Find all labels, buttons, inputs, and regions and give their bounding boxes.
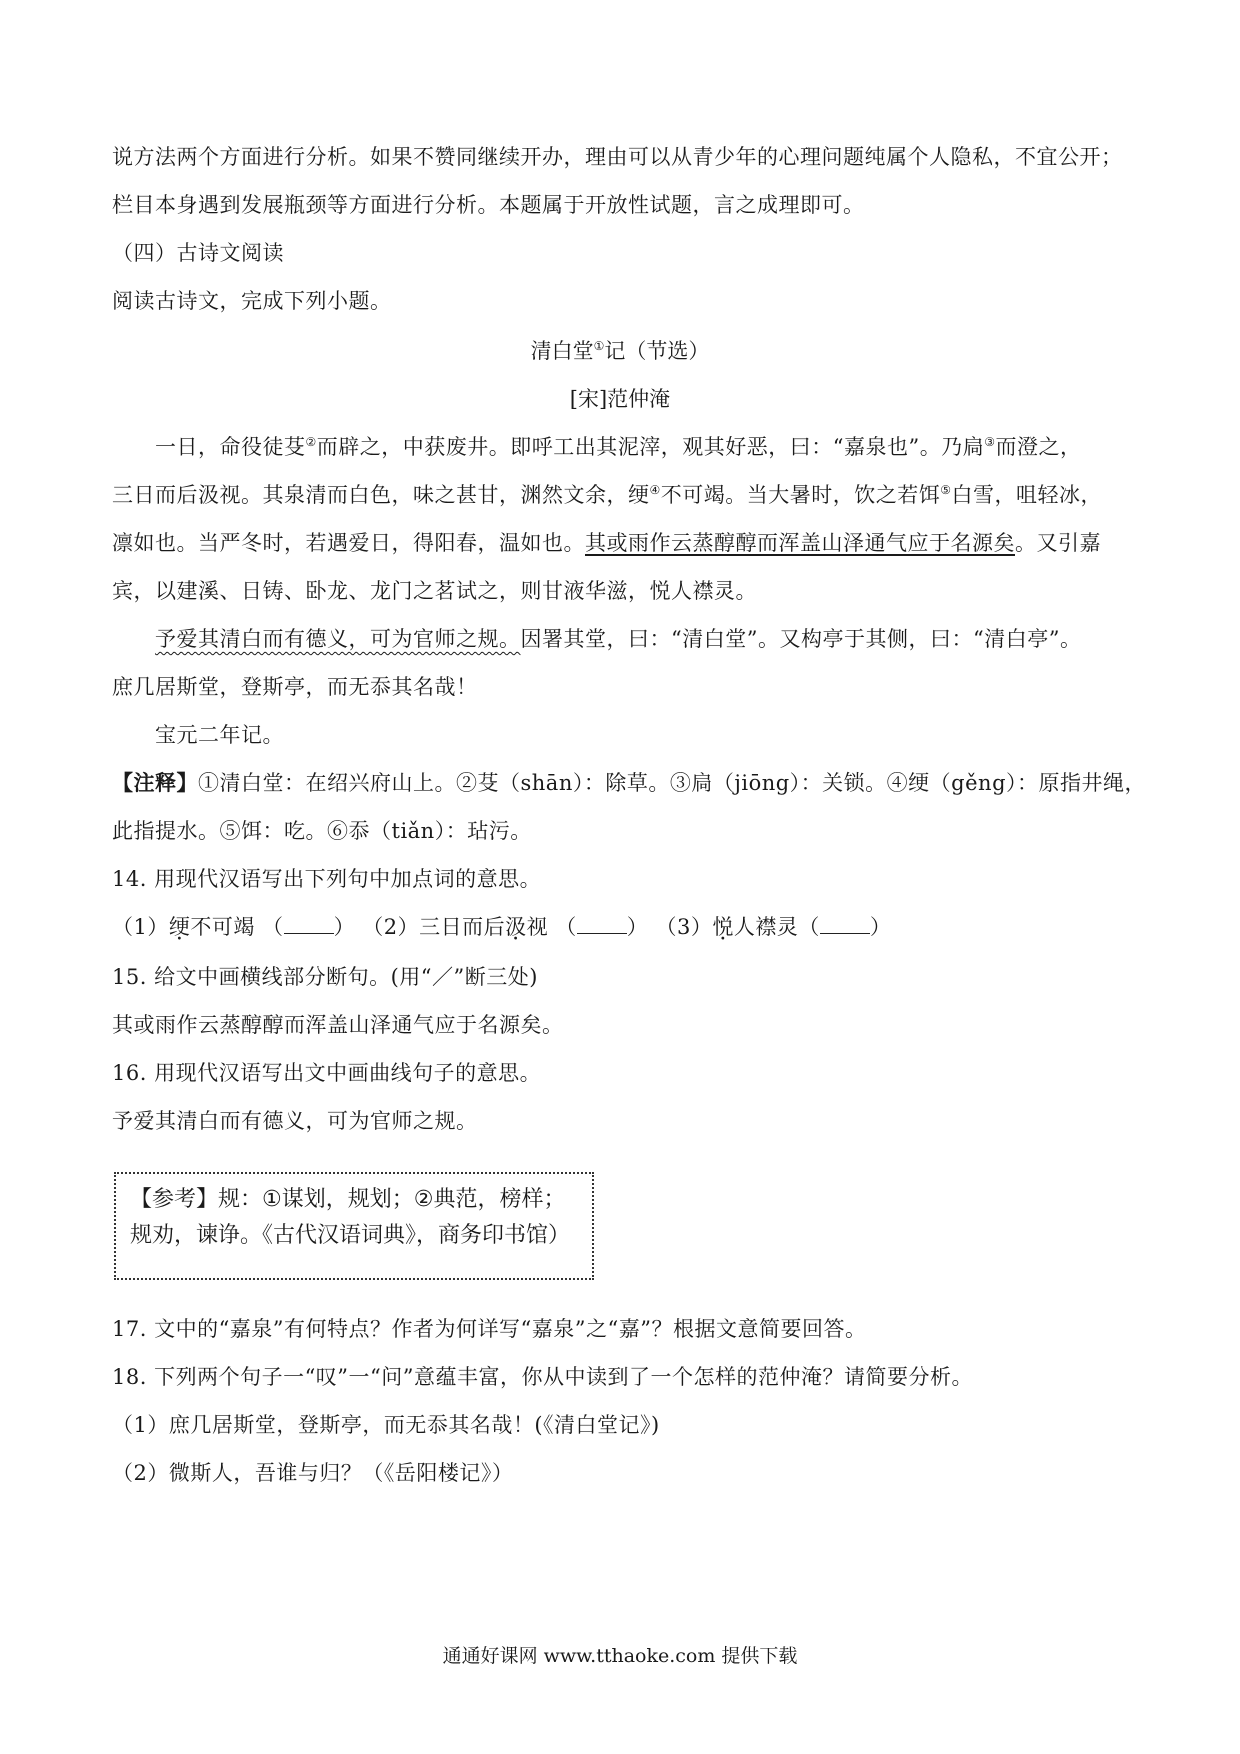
question-18-item-2: （2）微斯人，吾谁与归？（《岳阳楼记》） xyxy=(112,1461,514,1485)
notes-line-1: 【注释】①清白堂：在绍兴府山上。②芟（shān）：除草。③扃（jiōng）：关锁。④绠（gěng）：原指井绳， xyxy=(112,770,1147,795)
question-15: 15. 给文中画横线部分断句。(用“／”断三处) xyxy=(112,965,538,989)
passage-author: [宋]范仲淹 xyxy=(569,387,671,411)
passage-p2-line-2: 庶几居斯堂，登斯亭，而无忝其名哉！ xyxy=(112,675,478,699)
question-17: 17. 文中的“嘉泉”有何特点？作者为何详写“嘉泉”之“嘉”？根据文意简要回答。 xyxy=(112,1317,867,1341)
question-16: 16. 用现代汉语写出文中画曲线句子的意思。 xyxy=(112,1061,542,1085)
underlined-sentence: 其或雨作云蒸醇醇而浑盖山泽通气应于名源矣 xyxy=(585,531,1015,555)
passage-title: 清白堂①记（节选） xyxy=(530,339,710,363)
question-18-item-1: （1）庶几居斯堂，登斯亭，而无忝其名哉！(《清白堂记》) xyxy=(112,1413,660,1437)
question-14: 14. 用现代汉语写出下列句中加点词的意思。 xyxy=(112,867,542,891)
question-15-text: 其或雨作云蒸醇醇而浑盖山泽通气应于名源矣。 xyxy=(112,1013,564,1037)
question-18: 18. 下列两个句子一“叹”一“问”意蕴丰富，你从中读到了一个怎样的范仲淹？请简要分析。 xyxy=(112,1365,974,1389)
page-footer: 通通好课网 www.tthaoke.com 提供下载 xyxy=(442,1645,798,1667)
answer-blank[interactable] xyxy=(284,915,334,934)
answer-blank[interactable] xyxy=(820,915,870,934)
passage-date: 宝元二年记。 xyxy=(155,723,284,747)
question-16-text: 予爱其清白而有德义，可为官师之规。 xyxy=(112,1109,478,1133)
notes-line-2: 此指提水。⑤饵：吃。⑥忝（tiǎn）：玷污。 xyxy=(112,819,532,843)
passage-p1-line-4: 宾，以建溪、日铸、卧龙、龙门之茗试之，则甘液华滋，悦人襟灵。 xyxy=(112,579,757,603)
continuation-line-1: 说方法两个方面进行分析。如果不赞同继续开办，理由可以从青少年的心理问题纯属个人隐私，不宜公开； xyxy=(112,145,1123,169)
section-heading: （四）古诗文阅读 xyxy=(112,241,284,265)
section-instruction: 阅读古诗文，完成下列小题。 xyxy=(112,289,392,313)
passage-p1-line-1: 一日，命役徒芟②而辟之，中获废井。即呼工出其泥滓，观其好恶，曰：“嘉泉也”。乃扃③而澄之， xyxy=(155,435,1082,459)
passage-p1-line-2: 三日而后汲视。其泉清而白色，味之甚甘，渊然文余，绠④不可竭。当大暑时，饮之若饵⑤白雪，咀轻冰， xyxy=(112,483,1103,507)
answer-blank[interactable] xyxy=(577,915,627,934)
continuation-line-2: 栏目本身遇到发展瓶颈等方面进行分析。本题属于开放性试题，言之成理即可。 xyxy=(112,193,865,217)
footnote-marker: ① xyxy=(593,339,605,353)
question-14-items: （1）绠不可竭 （ ） （2）三日而后汲视 （ ） （3）悦人襟灵（ ） xyxy=(112,915,892,939)
wavy-underlined-sentence: 予爱其清白而有德义，可为官师之规。 xyxy=(155,627,521,651)
passage-p2-line-1: 予爱其清白而有德义，可为官师之规。因署其堂，曰：“清白堂”。又构亭于其侧，曰：“清白亭”。 xyxy=(155,627,1082,651)
reference-box: 【参考】规：①谋划，规划；②典范，榜样；规劝，谏诤。《古代汉语词典》，商务印书馆） xyxy=(114,1172,594,1280)
passage-p1-line-3: 凛如也。当严冬时，若遇爱日，得阳春，温如也。其或雨作云蒸醇醇而浑盖山泽通气应于名源矣。又引嘉 xyxy=(112,531,1101,555)
